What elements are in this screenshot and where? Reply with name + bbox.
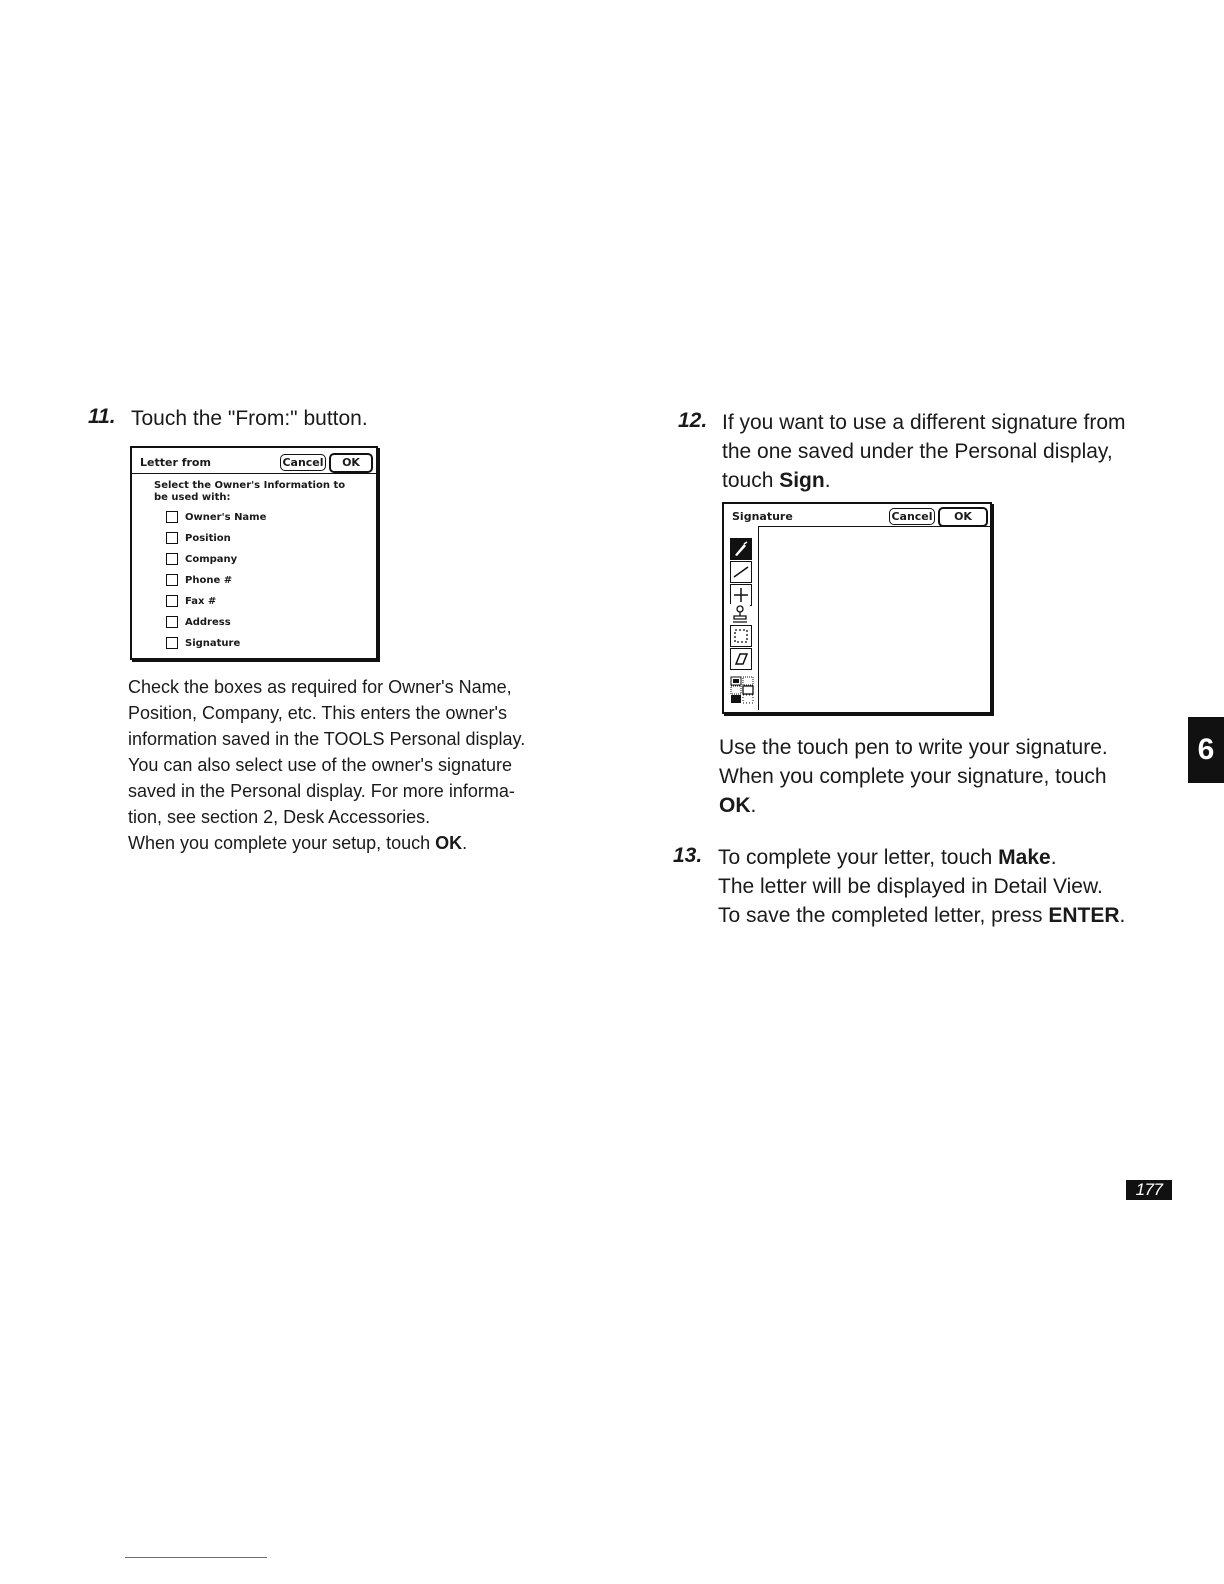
cross-icon[interactable]	[730, 584, 752, 606]
option-label: Position	[185, 532, 231, 544]
step-12-number: 12.	[678, 409, 708, 432]
signature-dialog	[722, 502, 992, 714]
option-label: Phone #	[185, 574, 233, 586]
after-line: OK.	[719, 794, 757, 817]
option-signature[interactable]	[166, 637, 240, 649]
body-line: You can also select use of the owner's signature	[128, 755, 513, 775]
option-owners-name[interactable]	[166, 511, 266, 523]
signature-dialog-title: Signature	[732, 510, 793, 523]
heading-line: the one saved under the Personal display,	[722, 440, 1113, 463]
checkbox[interactable]	[166, 532, 178, 544]
step-12-after	[719, 733, 1159, 820]
page-number: 177	[1126, 1180, 1172, 1200]
step-line: The letter will be displayed in Detail View.	[718, 875, 1103, 898]
heading-line: If you want to use a different signature from	[722, 411, 1126, 434]
eraser-icon[interactable]	[730, 648, 752, 670]
letter-from-dialog-title: Letter from	[140, 456, 211, 469]
checkbox[interactable]	[166, 553, 178, 565]
option-company[interactable]	[166, 553, 237, 565]
step-13-number: 13.	[673, 844, 703, 867]
title-separator	[132, 473, 376, 474]
step-line: To save the completed letter, press ENTER.	[718, 904, 1126, 927]
ok-button[interactable]: OK	[329, 453, 373, 473]
option-label: Signature	[185, 637, 241, 649]
section-tab: 6	[1188, 717, 1224, 783]
signature-canvas[interactable]	[758, 526, 991, 710]
dialog-prompt-line1: Select the Owner's Information to	[154, 480, 346, 491]
body-line: Check the boxes as required for Owner's Name,	[128, 677, 512, 697]
option-address[interactable]	[166, 616, 231, 628]
body-line: information saved in the TOOLS Personal display.	[128, 729, 526, 749]
pen-icon[interactable]	[730, 538, 752, 560]
option-label: Owner's Name	[185, 511, 267, 523]
select-rect-icon[interactable]	[730, 625, 752, 647]
option-phone[interactable]	[166, 574, 232, 586]
body-line: saved in the Personal display. For more informa-	[128, 781, 515, 801]
step-11-body	[128, 674, 568, 856]
dialog-prompt-line2: be used with:	[154, 492, 231, 503]
checkbox[interactable]	[166, 511, 178, 523]
step-line: To complete your letter, touch Make.	[718, 846, 1057, 869]
step-11-heading: Touch the "From:" button.	[131, 407, 368, 430]
pattern-selector-icon[interactable]	[730, 676, 754, 704]
checkbox[interactable]	[166, 616, 178, 628]
body-line: Position, Company, etc. This enters the owner's	[128, 703, 507, 723]
checkbox[interactable]	[166, 574, 178, 586]
after-line: Use the touch pen to write your signature.	[719, 736, 1108, 759]
body-line-final: When you complete your setup, touch OK.	[128, 833, 468, 853]
checkbox[interactable]	[166, 637, 178, 649]
line-icon[interactable]	[730, 561, 752, 583]
option-label: Address	[185, 616, 231, 628]
step-13-body	[718, 843, 1158, 930]
letter-from-dialog	[130, 446, 378, 660]
stamp-icon[interactable]	[730, 604, 750, 624]
option-label: Company	[185, 553, 238, 565]
after-line: When you complete your signature, touch	[719, 765, 1107, 788]
option-position[interactable]	[166, 532, 231, 544]
checkbox[interactable]	[166, 595, 178, 607]
step-12-heading	[722, 408, 1162, 495]
cancel-button[interactable]: Cancel	[280, 454, 326, 471]
step-11-number: 11.	[88, 405, 116, 428]
heading-line: touch Sign.	[722, 469, 831, 492]
cancel-button[interactable]: Cancel	[889, 508, 935, 525]
option-fax[interactable]	[166, 595, 216, 607]
ok-button[interactable]: OK	[938, 507, 988, 527]
option-label: Fax #	[185, 595, 217, 607]
footer-rule	[125, 1557, 267, 1558]
body-line: tion, see section 2, Desk Accessories.	[128, 807, 431, 827]
